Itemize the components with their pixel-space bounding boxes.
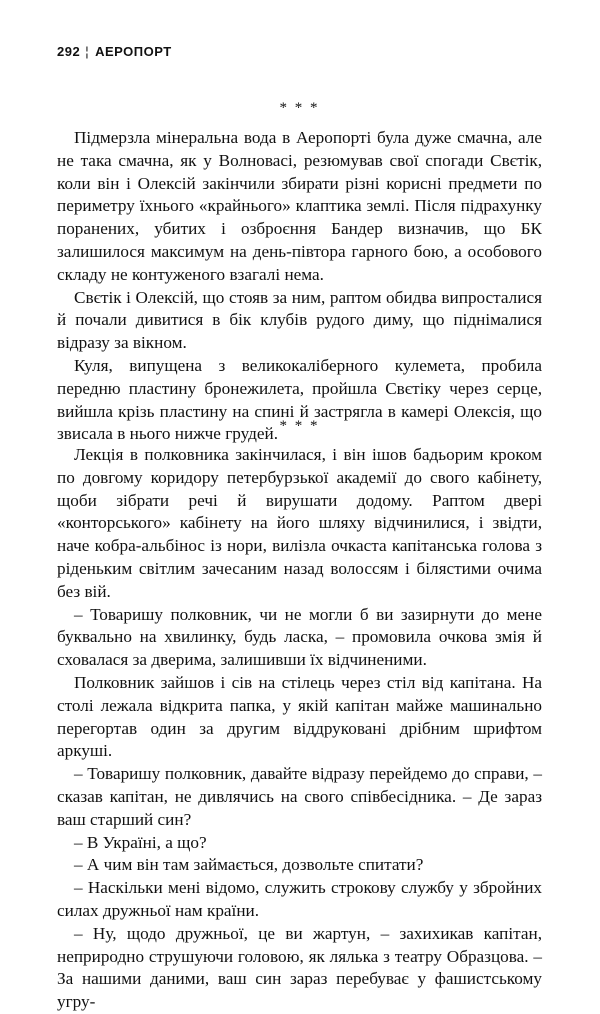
page-number: 292: [57, 44, 81, 59]
book-title: АЕРОПОРТ: [95, 44, 172, 59]
header-separator: ¦: [85, 44, 90, 59]
section-break: * * *: [279, 418, 320, 434]
dialogue-line: – В Україні, а що?: [74, 832, 207, 852]
paragraph: Лекція в полковника закінчилася, і він ішов бадьорим кроком по довгому коридору петербурзької академії до свого кабінету, щоби зібрати речі й вирушати додому. Раптом двері «конторського» кабінету на його шляху відчинилися, і звідти, наче кобра-альбінос із нори, вилізла очкаста капітанська голова з ріденьким світлим зачесаним назад волоссям і білястими очима без вій.: [57, 445, 542, 601]
running-head: [57, 44, 172, 60]
section-text: [57, 127, 542, 446]
dialogue-line: – Товаришу полковник, давайте відразу перейдемо до справи, – сказав капітан, не дивлячись на свого співбесідника. – Де зараз ваш старший син?: [57, 764, 542, 829]
dialogue-line: – А чим він там займається, дозвольте спитати?: [74, 855, 424, 875]
dialogue-line: – Товаришу полковник, чи не могли б ви зазирнути до мене буквально на хвилинку, будь ласка, – промовила очкова змія й сховалася за дверима, залишивши їх відчиненими.: [57, 604, 542, 670]
dialogue-line: – Ну, щодо дружньої, це ви жартун, – захихикав капітан, неприродно струшуючи головою, як лялька з театру Образцова. – За нашими даними, ваш син зараз перебуває у фашистському угру-: [57, 923, 542, 1012]
paragraph: Полковник зайшов і сів на стілець через стіл від капітана. На столі лежала відкрита папка, у якій капітан майже машинально перегортав один за другим віддруковані дрібним шрифтом аркуші.: [57, 672, 542, 761]
paragraph: Куля, випущена з великокаліберного кулемета, пробила передню пластину бронежилета, пройшла Свєтіку через серце, вийшла крізь пластину на спині й застрягла в камері Олексія, що звисала в нього нижче грудей.: [57, 355, 542, 444]
dialogue-line: – Наскільки мені відомо, служить строкову службу у збройних силах дружньої нам країни.: [57, 878, 542, 920]
section-text: [57, 444, 542, 1014]
section-break: * * *: [279, 100, 320, 116]
paragraph: Підмерзла мінеральна вода в Аеропорті була дуже смачна, але не така смачна, як у Волновасі, резюмував свої спогади Свєтік, коли він і Олексій закінчили збирати різні корисні предмети по периметру їхнього «крайнього» клаптика землі. Після підрахунку поранених, убитих і озброєння Бандер визначив, що БК залишилося максимум на день-півтора гарного бою, а особового складу не контуженого взагалі нема.: [57, 128, 542, 284]
paragraph: Свєтік і Олексій, що стояв за ним, раптом обидва випросталися й почали дивитися в бік клубів рудого диму, що піднімалися відразу за вікном.: [57, 287, 542, 353]
